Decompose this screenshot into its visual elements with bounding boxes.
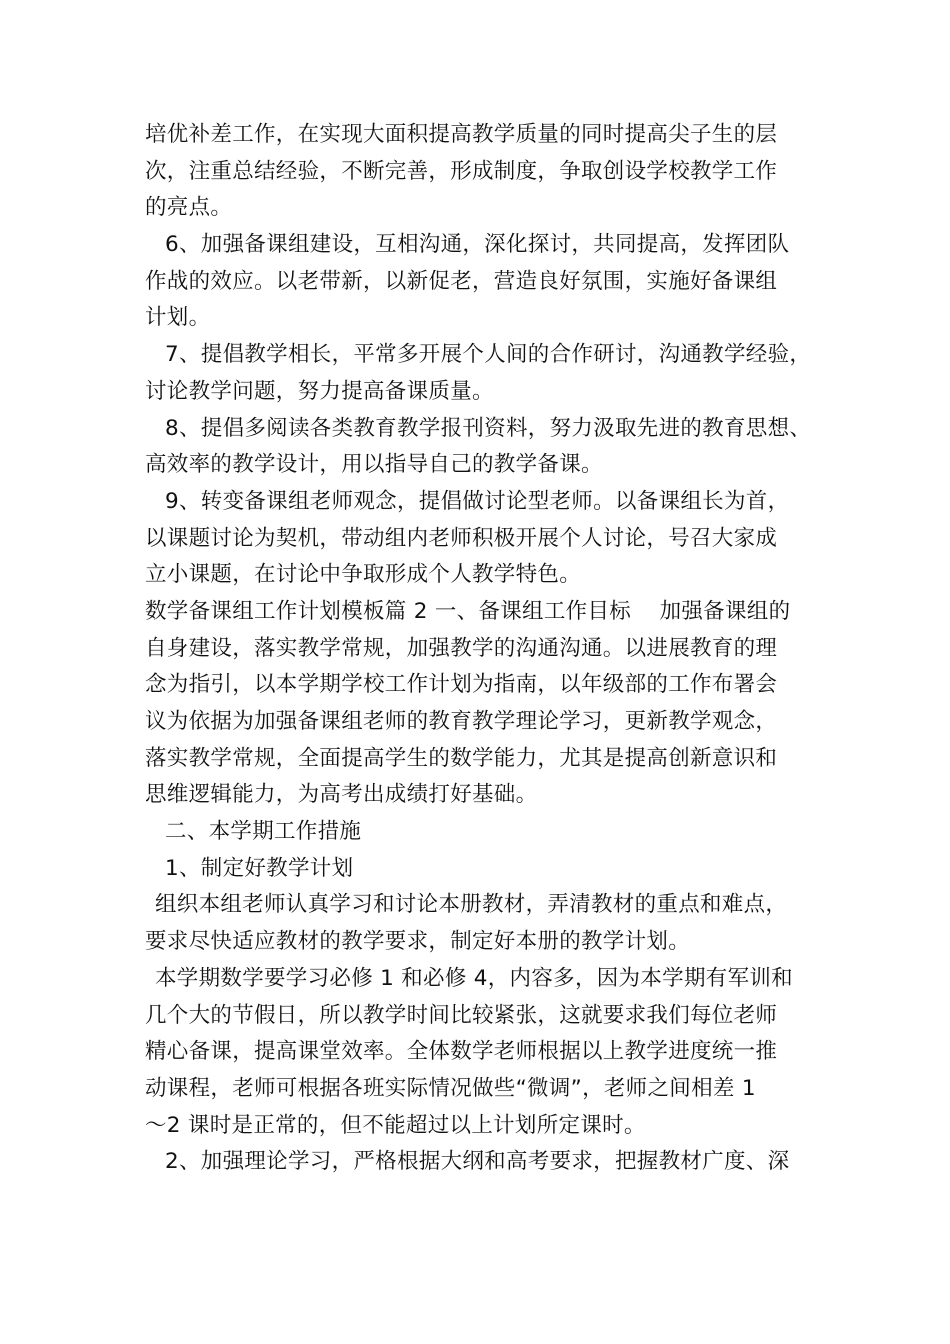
text-line: 动课程，老师可根据各班实际情况做些“微调”，老师之间相差 1 bbox=[145, 1075, 756, 1101]
text-line: ～2 课时是正常的，但不能超过以上计划所定课时。 bbox=[145, 1112, 646, 1138]
text-line: 以课题讨论为契机，带动组内老师积极开展个人讨论，号召大家成 bbox=[145, 525, 778, 551]
text-line: 自身建设，落实教学常规，加强教学的沟通沟通。以进展教育的理 bbox=[145, 635, 778, 661]
text-line: 本学期数学要学习必修 1 和必修 4，内容多，因为本学期有军训和 bbox=[155, 965, 793, 991]
text-line: 7、提倡教学相长，平常多开展个人间的合作研讨，沟通教学经验， bbox=[165, 342, 812, 368]
text-line: 讨论教学问题，努力提高备课质量。 bbox=[145, 378, 494, 404]
text-line: 次，注重总结经验，不断完善，形成制度，争取创设学校教学工作 bbox=[145, 158, 778, 184]
text-line: 作战的效应。以老带新，以新促老，营造良好氛围，实施好备课组 bbox=[145, 268, 778, 294]
text-line: 落实教学常规，全面提高学生的数学能力，尤其是提高创新意识和 bbox=[145, 745, 778, 771]
text-line: 8、提倡多阅读各类教育教学报刊资料，努力汲取先进的教育思想、 bbox=[165, 415, 812, 441]
text-line: 数学备课组工作计划模板篇 2 一、备课组工作目标 加强备课组的 bbox=[145, 598, 791, 624]
text-line: 的亮点。 bbox=[145, 195, 233, 221]
text-line: 立小课题，在讨论中争取形成个人教学特色。 bbox=[145, 562, 582, 588]
section-heading: 二、本学期工作措施 bbox=[165, 819, 362, 845]
text-line: 念为指引，以本学期学校工作计划为指南，以年级部的工作布署会 bbox=[145, 672, 778, 698]
text-line: 培优补差工作，在实现大面积提高教学质量的同时提高尖子生的层 bbox=[145, 122, 778, 147]
text-line: 精心备课，提高课堂效率。全体数学老师根据以上教学进度统一推 bbox=[145, 1039, 778, 1065]
text-line: 2、加强理论学习，严格根据大纲和高考要求，把握教材广度、深 bbox=[165, 1149, 790, 1175]
text-line: 9、转变备课组老师观念，提倡做讨论型老师。以备课组长为首， bbox=[165, 488, 790, 514]
text-line: 思维逻辑能力，为高考出成绩打好基础。 bbox=[145, 782, 538, 808]
document-body bbox=[145, 117, 820, 1181]
text-line: 议为依据为加强备课组老师的教育教学理论学习，更新教学观念， bbox=[145, 709, 778, 734]
text-line: 要求尽快适应教材的教学要求，制定好本册的教学计划。 bbox=[145, 929, 691, 955]
text-line: 组织本组老师认真学习和讨论本册教材，弄清教材的重点和难点， bbox=[155, 892, 788, 918]
subsection-heading: 1、制定好教学计划 bbox=[165, 855, 354, 881]
text-line: 几个大的节假日，所以教学时间比较紧张，这就要求我们每位老师 bbox=[145, 1002, 778, 1028]
text-line: 高效率的教学设计，用以指导自己的教学备课。 bbox=[145, 452, 603, 478]
text-line: 计划。 bbox=[145, 305, 211, 331]
text-line: 6、加强备课组建设，互相沟通，深化探讨，共同提高，发挥团队 bbox=[165, 232, 790, 258]
